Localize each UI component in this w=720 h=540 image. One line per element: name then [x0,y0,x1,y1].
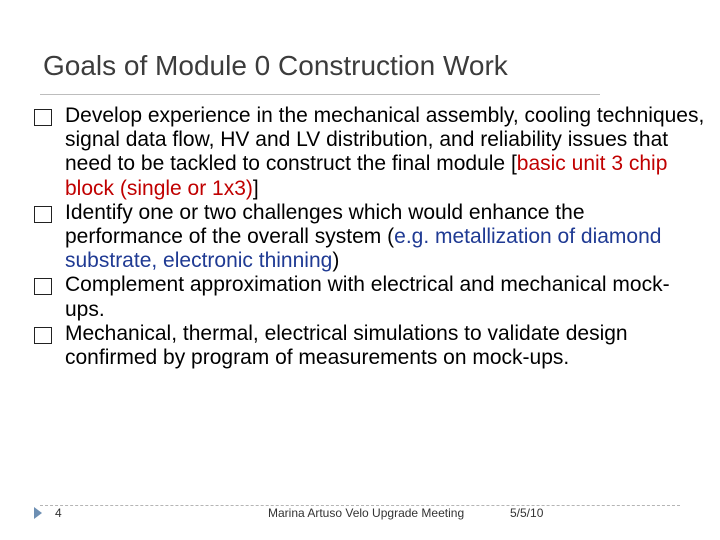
title-divider [40,94,600,95]
bullet-highlight-blue: e.g. metallization of diamond substrate, electronic thinning [65,225,662,273]
slide-number: 4 [55,506,62,520]
bullet-item [28,273,708,321]
bullet-text: Mechanical, thermal, electrical simulations to validate design confirmed by program of measurements on mock-ups. [65,321,628,370]
bullet-highlight-red: basic unit 3 chip block (single or 1x3) [65,152,668,200]
bullet-text-end: ) [332,249,340,273]
triangle-arrow-icon [34,507,42,519]
footer-date: 5/5/10 [510,506,544,520]
bullet-box-icon [34,327,52,344]
footer-presenter: Marina Artuso Velo Upgrade Meeting [268,506,465,520]
bullet-text: Complement approximation with electrical and mechanical mock-ups. [65,273,670,321]
bullet-list [28,104,708,370]
bullet-text: Identify one or two challenges which would enhance the performance of the overall system ( [65,200,585,249]
bullet-text: Develop experience in the mechanical assembly, cooling techniques, signal data flow, HV and LV distribution, and reliability issues that need to be tackled to construct the final module [ [65,104,705,176]
slide-title: Goals of Module 0 Construction Work [43,50,508,81]
bullet-text-end: ] [252,176,259,200]
bullet-item [28,322,708,370]
bullet-box-icon [34,109,52,126]
bullet-item [28,201,708,274]
bullet-item [28,104,708,201]
bullet-box-icon [34,278,52,295]
bullet-box-icon [34,206,52,223]
